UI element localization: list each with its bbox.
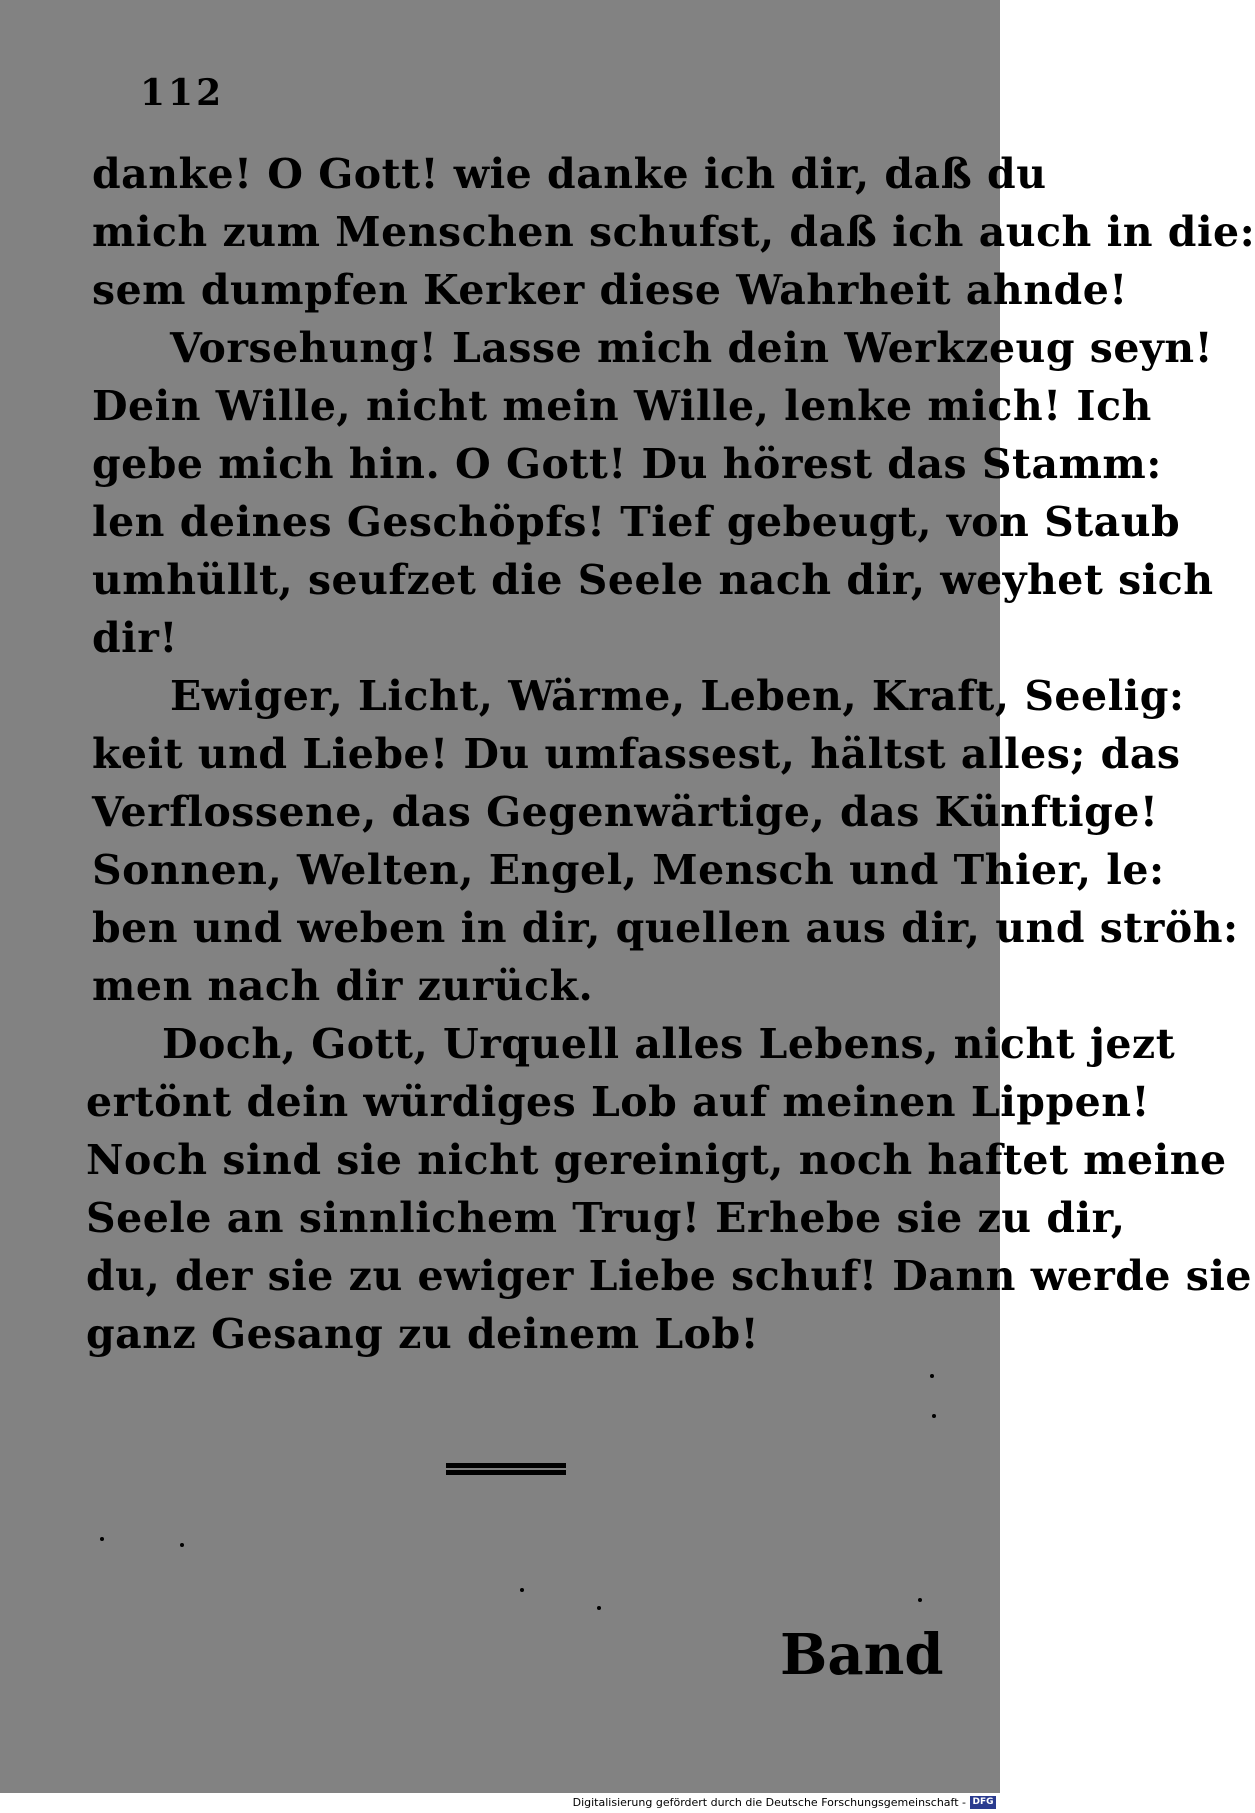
text-line: du, der sie zu ewiger Liebe schuf! Dann werde sie [86, 1252, 1252, 1300]
text-line: danke! O Gott! wie danke ich dir, daß du [92, 150, 1047, 198]
text-line: ganz Gesang zu deinem Lob! [86, 1310, 760, 1358]
text-line: men nach dir zurück. [92, 962, 594, 1010]
page-number: 112 [140, 72, 225, 114]
text-line: Doch, Gott, Urquell alles Lebens, nicht jezt [162, 1020, 1176, 1068]
section-divider-rule [446, 1463, 566, 1475]
print-speck [597, 1606, 601, 1610]
text-line: Dein Wille, nicht mein Wille, lenke mich! Ich [92, 382, 1152, 430]
text-line: Verflossene, das Gegenwärtige, das Künftige! [92, 788, 1159, 836]
print-speck [520, 1588, 524, 1592]
print-speck [932, 1414, 936, 1418]
print-speck [930, 1374, 934, 1378]
text-line: Seele an sinnlichem Trug! Erhebe sie zu dir, [86, 1194, 1126, 1242]
footer-credit: Digitalisierung gefördert durch die Deutsche Forschungsgemeinschaft - [572, 1796, 966, 1809]
text-line: dir! [92, 614, 178, 662]
text-line: gebe mich hin. O Gott! Du hörest das Stamm: [92, 440, 1162, 488]
text-line: mich zum Menschen schufst, daß ich auch in die: [92, 208, 1255, 256]
print-speck [918, 1598, 922, 1602]
text-line: len deines Geschöpfs! Tief gebeugt, von Staub [92, 498, 1181, 546]
text-line: Noch sind sie nicht gereinigt, noch haftet meine [86, 1136, 1227, 1184]
text-line: sem dumpfen Kerker diese Wahrheit ahnde! [92, 266, 1128, 314]
text-line: Vorsehung! Lasse mich dein Werkzeug seyn! [170, 324, 1214, 372]
print-speck [100, 1537, 104, 1541]
footer-bar [0, 1793, 1000, 1813]
text-line: Sonnen, Welten, Engel, Mensch und Thier, le: [92, 846, 1165, 894]
text-line: keit und Liebe! Du umfassest, hältst alles; das [92, 730, 1181, 778]
text-line: ben und weben in dir, quellen aus dir, und ströh: [92, 904, 1239, 952]
catchword: Band [780, 1622, 944, 1688]
dfg-logo-icon: DFG [970, 1796, 996, 1809]
text-line: Ewiger, Licht, Wärme, Leben, Kraft, Seelig: [170, 672, 1185, 720]
print-speck [180, 1543, 184, 1547]
text-line: ertönt dein würdiges Lob auf meinen Lippen! [86, 1078, 1151, 1126]
text-line: umhüllt, seufzet die Seele nach dir, weyhet sich [92, 556, 1214, 604]
